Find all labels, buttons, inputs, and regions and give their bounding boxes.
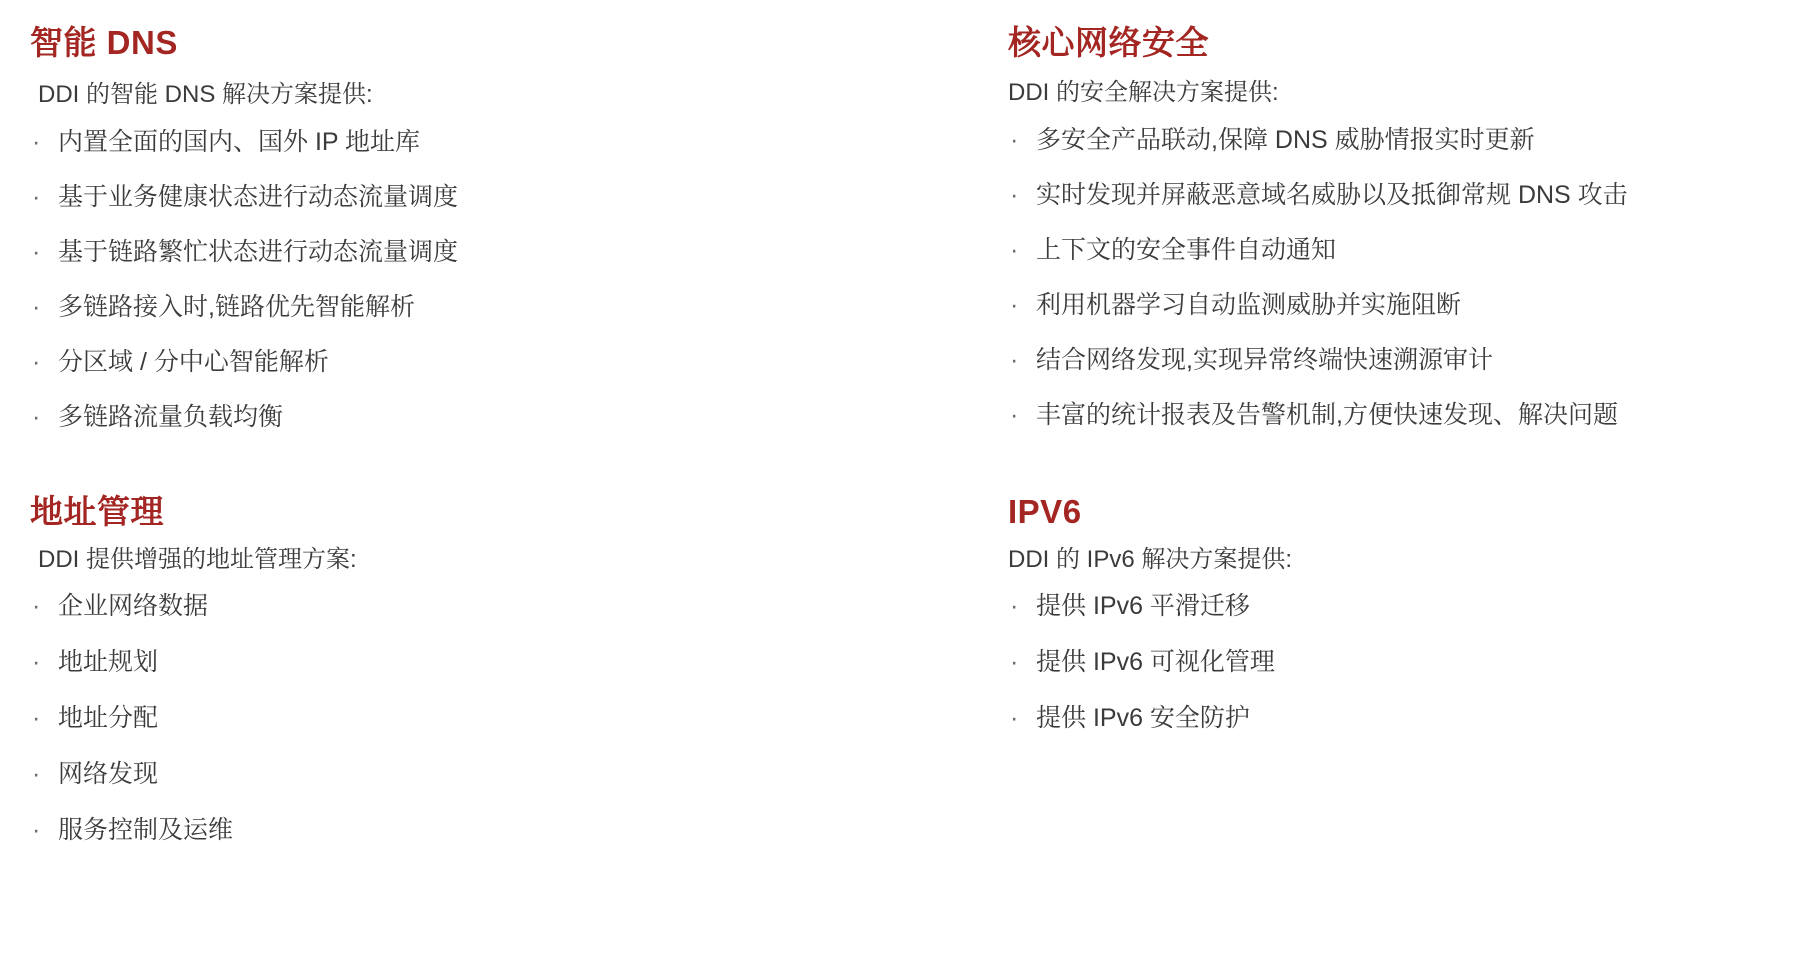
list-item xyxy=(1008,124,1766,156)
list-item xyxy=(30,401,930,433)
list-item xyxy=(30,346,930,378)
list-item xyxy=(30,236,930,268)
sections-grid xyxy=(30,22,1766,870)
list-item-label: 基于链路繁忙状态进行动态流量调度 xyxy=(58,237,459,266)
section-intro: DDI 提供增强的地址管理方案: xyxy=(38,545,357,573)
bullet-dot-icon: · xyxy=(32,347,41,376)
list-item-label: 上下文的安全事件自动通知 xyxy=(1036,235,1337,264)
bullet-dot-icon: · xyxy=(1010,345,1019,374)
section-ipv6 xyxy=(950,491,1766,871)
list-item xyxy=(1008,702,1766,734)
list-item xyxy=(1008,344,1766,376)
list-item xyxy=(30,590,930,622)
list-item xyxy=(30,702,930,734)
list-item xyxy=(30,814,930,846)
bullet-dot-icon: · xyxy=(1010,704,1019,733)
list-item-label: 服务控制及运维 xyxy=(58,816,234,845)
list-item-label: 企业网络数据 xyxy=(58,592,209,621)
bullet-dot-icon: · xyxy=(32,402,41,431)
bullet-dot-icon: · xyxy=(32,182,41,211)
bullet-dot-icon: · xyxy=(32,592,41,621)
list-item xyxy=(1008,289,1766,321)
list-item-label: 分区域 / 分中心智能解析 xyxy=(58,347,329,376)
bullet-list xyxy=(1008,590,1766,734)
list-item xyxy=(1008,179,1766,211)
bullet-dot-icon: · xyxy=(1010,180,1019,209)
section-intro: DDI 的安全解决方案提供: xyxy=(1008,79,1279,107)
bullet-dot-icon: · xyxy=(32,816,41,845)
list-item xyxy=(30,646,930,678)
list-item-label: 多链路流量负载均衡 xyxy=(58,402,284,431)
list-item-label: 提供 IPv6 可视化管理 xyxy=(1036,648,1275,677)
list-item-label: 多安全产品联动,保障 DNS 威胁情报实时更新 xyxy=(1036,125,1535,154)
bullet-list xyxy=(30,126,930,433)
list-item xyxy=(30,758,930,790)
list-item xyxy=(1008,399,1766,431)
list-item xyxy=(30,291,930,323)
list-item-label: 利用机器学习自动监测威胁并实施阻断 xyxy=(1036,290,1462,319)
bullet-dot-icon: · xyxy=(1010,290,1019,319)
bullet-dot-icon: · xyxy=(1010,125,1019,154)
section-intro: DDI 的 IPv6 解决方案提供: xyxy=(1008,545,1293,573)
bullet-dot-icon: · xyxy=(1010,592,1019,621)
list-item-label: 内置全面的国内、国外 IP 地址库 xyxy=(58,127,421,156)
list-item-label: 基于业务健康状态进行动态流量调度 xyxy=(58,182,459,211)
list-item-label: 网络发现 xyxy=(58,760,159,789)
list-item xyxy=(30,126,930,158)
list-item-label: 结合网络发现,实现异常终端快速溯源审计 xyxy=(1036,345,1493,374)
section-address-management xyxy=(30,491,930,871)
list-item-label: 地址分配 xyxy=(58,704,159,733)
bullet-dot-icon: · xyxy=(1010,648,1019,677)
section-smart-dns xyxy=(30,22,930,433)
list-item xyxy=(1008,590,1766,622)
bullet-dot-icon: · xyxy=(1010,235,1019,264)
list-item-label: 多链路接入时,链路优先智能解析 xyxy=(58,292,415,321)
list-item xyxy=(30,181,930,213)
bullet-dot-icon: · xyxy=(32,292,41,321)
section-intro: DDI 的智能 DNS 解决方案提供: xyxy=(38,81,373,109)
list-item-label: 地址规划 xyxy=(58,648,159,677)
bullet-dot-icon: · xyxy=(32,237,41,266)
section-core-network-security xyxy=(950,22,1766,433)
bullet-list xyxy=(30,590,930,846)
list-item xyxy=(1008,234,1766,266)
list-item-label: 提供 IPv6 平滑迁移 xyxy=(1036,592,1250,621)
section-title: IPV6 xyxy=(1008,492,1082,530)
bullet-list xyxy=(1008,124,1766,431)
list-item xyxy=(1008,646,1766,678)
section-title: 地址管理 xyxy=(30,492,164,530)
list-item-label: 丰富的统计报表及告警机制,方便快速发现、解决问题 xyxy=(1036,400,1618,429)
bullet-dot-icon: · xyxy=(32,127,41,156)
bullet-dot-icon: · xyxy=(32,704,41,733)
bullet-dot-icon: · xyxy=(1010,400,1019,429)
list-item-label: 实时发现并屏蔽恶意域名威胁以及抵御常规 DNS 攻击 xyxy=(1036,180,1628,209)
list-item-label: 提供 IPv6 安全防护 xyxy=(1036,704,1250,733)
bullet-dot-icon: · xyxy=(32,648,41,677)
section-title: 智能 DNS xyxy=(30,24,178,61)
bullet-dot-icon: · xyxy=(32,760,41,789)
section-title: 核心网络安全 xyxy=(1008,24,1209,61)
